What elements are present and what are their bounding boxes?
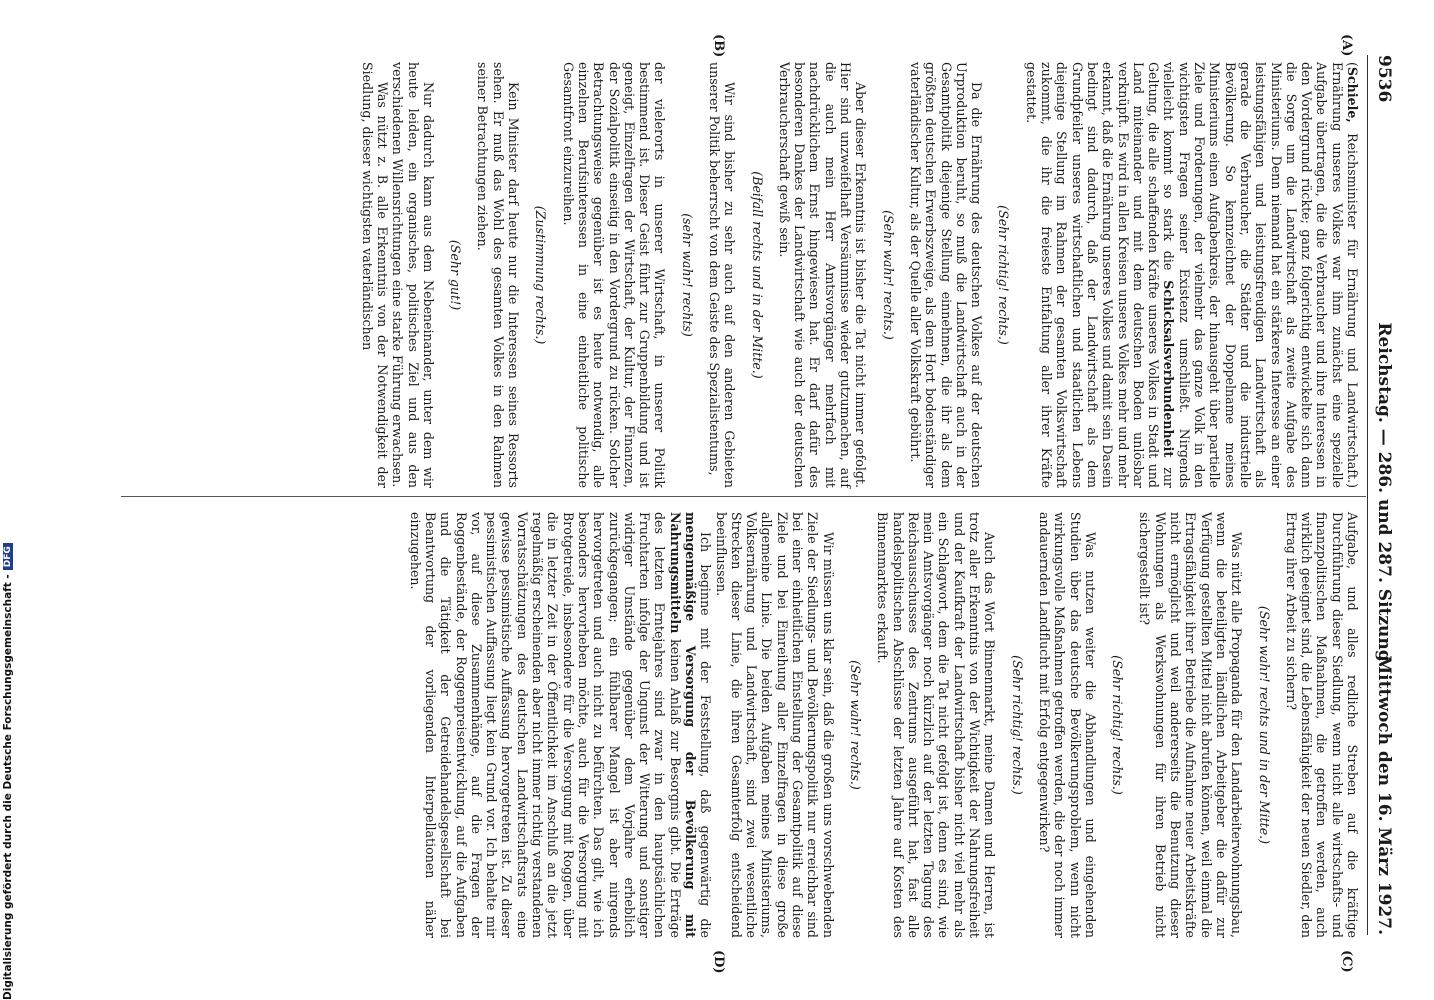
interjection: (Beifall rechts und in der Mitte.): [749, 171, 765, 379]
paragraph: Wir müssen uns klar sein, daß die großen uns vorschwebenden Ziele der Siedlungs- und Bevölkerungspolitik nur erreichbar sind bei einer einheitlichen Einstellung der Gesamtpolitik auf diese Ziele und bei Einreihung aller Einzelfragen in diese große allgemeine Linie. Die beiden Aufgaben meines Ministeriums, Volksernährung und Landwirtschaft, sind zwei wesentliche Strecken dieser Linie, die ihren Gesamterfolg entscheidend beeinflussen.: [713, 512, 836, 938]
interjection: (Sehr richtig! rechts.): [996, 205, 1012, 345]
paragraph: Kein Minister darf heute nur die Interessen seines Ressorts sehen. Er muß das Wohl des gesamten Volkes in den Rahmen seiner Betrachtungen ziehen.: [475, 62, 522, 488]
paragraph: Was nützt z. B. alle Erkenntnis von der Notwendigkeit der Siedlung, dieser wichtigsten vaterländischen: [359, 62, 390, 488]
margin-marker-a: (A): [1339, 34, 1354, 57]
speaker-name: Schiele,: [1345, 66, 1360, 123]
paragraph: Aufgabe, und alles redliche Streben auf die kräftige Durchführung dieser Siedlung, wenn nicht alle wirtschafts- und finanzpolitischen Maßnahmen, die getroffen werden, auch wirklich geeignet sind, die Lebensfähigkeit der neuen Siedler, den Ertrag ihrer Arbeit zu sichern?: [1283, 512, 1360, 938]
interjection: (Sehr wahr! rechts.): [847, 660, 863, 790]
interjection: (Sehr wahr! rechts und in der Mitte.): [1256, 605, 1272, 845]
paragraph: Auch das Wort Binnenmarkt, meine Damen und Herren, ist trotz aller Erkenntnis von der Wichtigkeit der Nahrungsfreiheit und der Kaufkraft der Landwirtschaft bisher nicht viel mehr als ein Schlagwort, dem die Tat nicht gefolgt ist, denn es sind, wie mein Amtsvorgänger noch kürzlich auf der letzten Tagung des Reichsausschusses des Zentrums ausgeführt hat, fast alle handelspolitischen Abschlüsse der letzten Jahre auf Kosten des Binnenmarktes erkauft.: [875, 512, 998, 938]
right-column: [407, 512, 1360, 938]
interjection: (Sehr wahr! rechts.): [880, 210, 896, 340]
column-separator: [121, 496, 1366, 497]
speaker-role: Reichsminister für Ernährung und Landwirtschaft.: [1345, 133, 1360, 484]
left-column: [359, 62, 1360, 488]
digitization-footer: [2, 543, 14, 1000]
page-number: 9536: [1374, 55, 1394, 103]
footer-text: Digitalisierung gefördert durch die Deutsche Forschungsgemeinschaft -: [2, 574, 14, 1000]
interjection: (sehr wahr! rechts): [679, 213, 695, 337]
header-date: Mittwoch den 16. März 1927.: [1374, 655, 1394, 935]
paragraph: Aber dieser Erkenntnis ist bisher die Tat nicht immer gefolgt. Hier sind unzweifelhaft Versäumnisse wieder gutzumachen, auf die auch mein Herr Amtsvorgänger mehrfach mit nachdrücklichem Ernst hingewiesen hat. Er darf dafür des besonderen Dankes der Landwirtschaft wie auch der deutschen Verbraucherschaft gewiß sein.: [776, 62, 869, 488]
page-header: [1370, 55, 1394, 935]
margin-marker-d: (D): [711, 950, 726, 974]
dfg-logo: DFG: [3, 543, 13, 570]
paragraph: Was nutzen weiter die Abhandlungen und eingehenden Studien über das deutsche Bevölkerungsproblem, wenn nicht wirkungsvolle Maßnahmen getroffen werden, die der noch immer andauernden Landflucht mit Erfolg entgegenwirken?: [1036, 512, 1098, 938]
paragraph: der vielerorts in unserer Wirtschaft, in unserer Politik bestimmend ist. Dieser Geist führt zur Gruppenbildung und ist geneigt, Einzelfragen der Wirtschaft, der Kultur, der Finanzen, der Sozialpolitik einseitig in den Vordergrund zu rücken. Solcher Betrachtungsweise gegenüber ist es heute notwendig, alle einzelnen Berufsinteressen in eine einheitliche politische Gesamtfront einzureihen.: [560, 62, 668, 488]
interjection: (Sehr richtig! rechts.): [1009, 655, 1025, 795]
paragraph: Wir sind bisher zu sehr auch auf den anderen Gebieten unserer Politik beherrscht von dem Geiste des Spezialistentums,: [707, 62, 738, 488]
paragraph: (Schiele, Reichsminister für Ernährung und Landwirtschaft.) Ernährung unseres Volkes war ihm zunächst eine spezielle Aufgabe übertragen, die die Verbraucher und ihre Interessen in den Vordergrund rückte; ganz folgerichtig entwickelte sich dann die Sorge um die Landwirtschaft als zweite Aufgabe des Ministeriums. Denn niemand hat ein stärkeres Interesse an einer leistungsfähigen und leistungsfreudigen Landwirtschaft als gerade die Verbraucher, die Städter und die industrielle Bevölkerung. So kennzeichnet der Doppelname meines Ministeriums einen Aufgabenkreis, der hinausgeht über partielle Ziele und Forderungen, der vielmehr das ganze Volk in den wichtigsten Fragen seiner Existenz umschließt. Nirgends vielleicht kommt so stark die Schicksalsverbundenheit zur Geltung, die alle schaffenden Kräfte unseres Volkes in Stadt und Land miteinander und mit dem deutschen Boden unlösbar verknüpft. Es wird in allen Kreisen unseres Volkes mehr und mehr erkannt, daß die Ernährung unseres Volkes und damit sein Dasein bedingt sind dadurch, daß der Landwirtschaft als dem Grundpfeiler unseres wirtschaftlichen und staatlichen Lebens diejenige Stellung im Rahmen der gesamten Volkswirtschaft zukommt, die ihr die freieste Entfaltung aller ihrer Kräfte gestattet.: [1023, 62, 1360, 488]
margin-marker-b: (B): [711, 34, 726, 58]
header-title: Reichstag. — 286. und 287. Sitzung.: [1374, 322, 1394, 668]
paragraph: Da die Ernährung des deutschen Volkes auf der deutschen Urproduktion beruht, so muß die Landwirtschaft auch in der Gesamtpolitik diejenige Stellung einnehmen, die ihr als dem größten deutschen Erwerbszweige, als dem Hort bodenständiger vaterländischer Kultur, als der Quelle aller Volkskraft gebührt.: [907, 62, 985, 488]
paragraph: Was nützt alle Propaganda für den Landarbeiterwohnungsbau, wenn die beteiligten ländlichen Arbeitgeber die dafür zur Verfügung gestellten Mittel nicht abrufen können, weil einmal die Ertragsfähigkeit ihrer Betriebe die Aufnahme neuer Arbeitskräfte nicht ermöglicht und weil andererseits die Benutzung dieser Wohnungen als Werkswohnungen für ihren Betrieb nicht sichergestellt ist?: [1137, 512, 1245, 938]
interjection: (Sehr richtig! rechts.): [1110, 655, 1126, 795]
margin-marker-c: (C): [1339, 950, 1354, 973]
interjection: (Sehr gut!): [448, 239, 464, 311]
interjection: (Zustimmung rechts.): [533, 205, 549, 345]
header-rule: [1367, 55, 1368, 935]
paragraph: Ich beginne mit der Feststellung, daß gegenwärtig die mengenmäßige Versorgung der Bevölkerung mit Nahrungsmitteln keinen Anlaß zur Besorgnis gibt. Die Erträge des letzten Erntejahres sind zwar in den hauptsächlichen Fruchtarten infolge der Ungunst der Witterung und sonstiger widriger Umstände gegenüber dem Vorjahre erheblich zurückgegangen; ein fühlbarer Mangel ist aber nirgends hervorgetreten und auch nicht zu befürchten. Das gilt, wie ich besonders hervorheben möchte, auch für die Versorgung mit Brotgetreide, insbesondere für die Versorgung mit Roggen, über die in letzter Zeit in der Öffentlichkeit im Anschluß an die jetzt regelmäßig erscheinenden aber nicht immer richtig verstandenen Vorratsschätzungen des deutschen Landwirtschaftsrats eine gewisse pessimistische Auffassung hervorgetreten ist. Zu dieser pessimistischen Auffassung liegt kein Grund vor. Ich behalte mir vor, auf diese Zusammenhänge, auf die Fragen der Roggenbestände, der Roggenpreisentwicklung, auf die Aufgaben und die Tätigkeit der Getreidehandelsgesellschaft bei Beantwortung der vorliegenden Interpellationen näher einzugehen.: [407, 512, 714, 938]
paragraph: Nur dadurch kann aus dem Nebeneinander, unter dem wir heute leiden, ein organisches, politisches Ziel und aus den verschiedenen Willensrichtungen eine starke Führung erwachsen.: [390, 62, 436, 488]
